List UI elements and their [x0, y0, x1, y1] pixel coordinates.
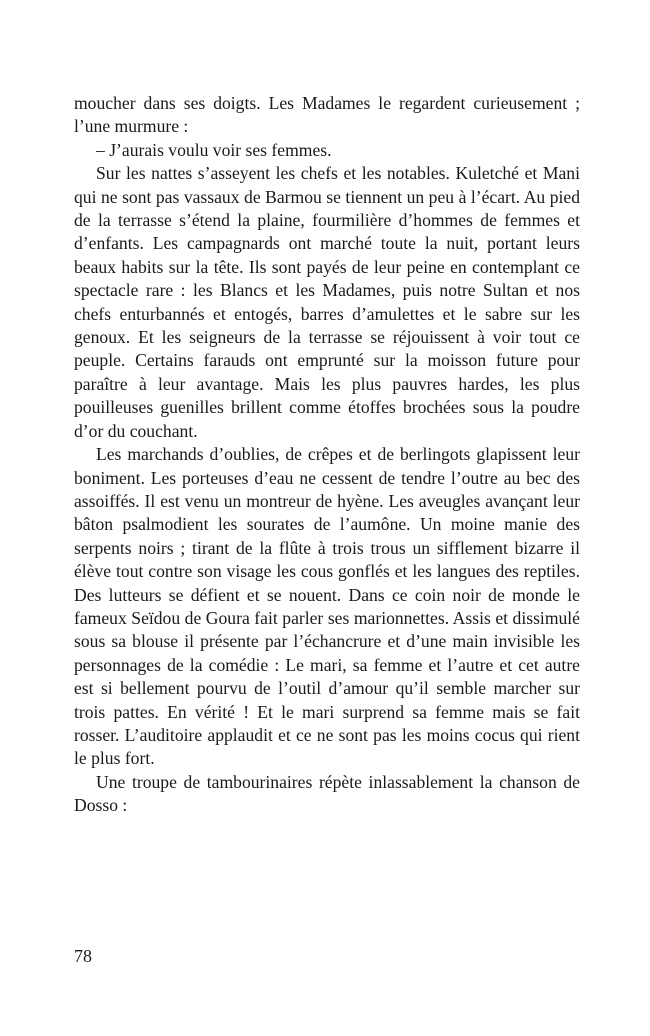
body-text: [74, 92, 580, 818]
paragraph-drummers: Une troupe de tambourinaires répète inlassablement la chanson de Dosso :: [74, 771, 580, 816]
paragraph-continuation: moucher dans ses doigts. Les Madames le regardent curieusement ; l’une murmure :: [74, 93, 580, 137]
paragraph-dialogue: – J’aurais voulu voir ses femmes.: [96, 139, 332, 160]
page-number: 78: [74, 946, 92, 966]
paragraph-market: Les marchands d’oublies, de crêpes et de berlingots glapissent leur boniment. Les porteuses d’eau ne cessent de tendre l’outre au bec des assoiffés. Il est venu un montreur de hyène. Les aveugles avançant leur bâton psalmodient les sourates de l’aumône. Un moine manie des serpents noirs ; tirant de la flûte à trois trous un sifflement bizarre il élève tout contre son visage les cous gonflés et les langues des reptiles. Des lutteurs se défient et se nouent. Dans ce coin noir de monde le fameux Seïdou de Goura fait parler ses marionnettes. Assis et dissimulé sous sa blouse il présente par l’échancrure et d’une main invisible les personnages de la comédie : Le mari, sa femme et l’autre et cet autre est si bellement pourvu de l’outil d’amour qu’il semble marcher sur trois pattes. En vérité ! Et le mari surprend sa femme mais se fait rosser. L’auditoire applaudit et ce ne sont pas les moins cocus qui rient le plus fort.: [74, 444, 580, 769]
paragraph-terrace: Sur les nattes s’asseyent les chefs et les notables. Kuletché et Mani qui ne sont pas vassaux de Barmou se tiennent un peu à l’écart. Au pied de la terrasse s’étend la plaine, fourmilière d’hommes de femmes et d’enfants. Les campagnards ont marché toute la nuit, portant leurs beaux habits sur la tête. Ils sont payés de leur peine en contemplant ce spectacle rare : les Blancs et les Madames, puis notre Sultan et nos chefs enturbannés et entogés, barres d’amulettes et le sabre sur les genoux. Et les seigneurs de la terrasse se réjouissent à voir tout ce peuple. Certains farauds ont emprunté sur la moisson future pour paraître à leur avantage. Mais les plus pauvres hardes, les plus pouilleuses guenilles brillent comme étoffes brochées sous la poudre d’or du couchant.: [74, 163, 580, 441]
